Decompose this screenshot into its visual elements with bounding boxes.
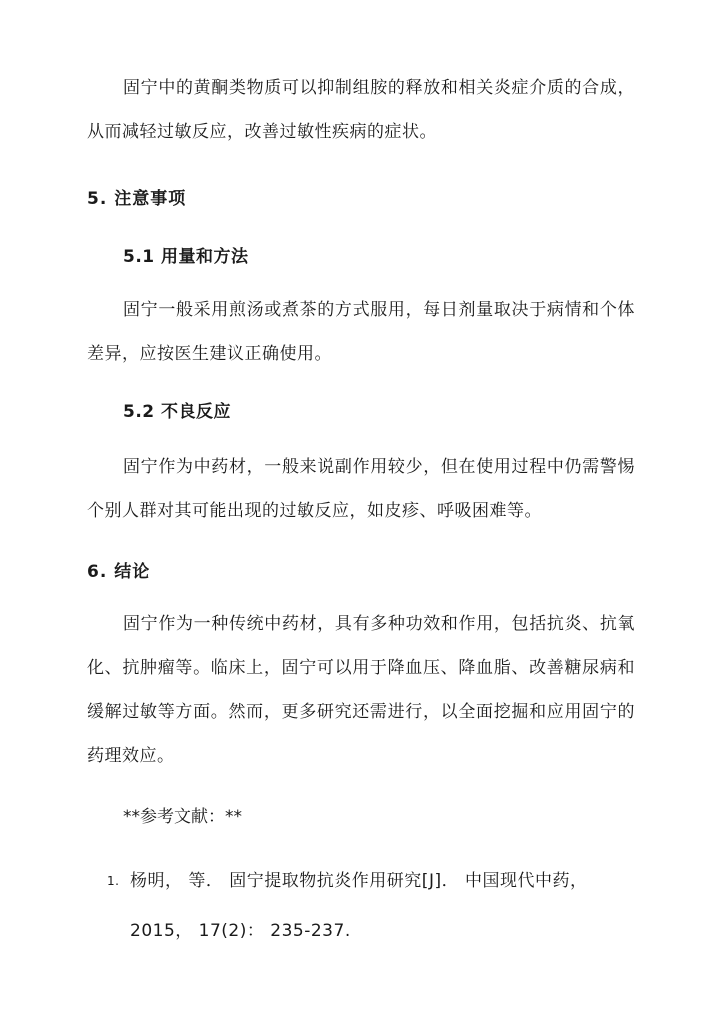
reference-list xyxy=(87,856,647,956)
section-heading-conclusion: 6. 结论 xyxy=(87,562,151,582)
reference-number: 1. xyxy=(107,874,120,888)
reference-text: 杨明， 等． 固宁提取物抗炎作用研究[J]． 中国现代中药， 2015， 17(2)： 235-237. xyxy=(130,871,588,941)
reference-item xyxy=(87,856,647,956)
subsection-heading-adverse-reactions: 5.2 不良反应 xyxy=(123,402,232,422)
paragraph-dosage: 固宁一般采用煎汤或煮茶的方式服用，每日剂量取决于病情和个体差异，应按医生建议正确使用。 xyxy=(87,300,635,364)
paragraph-conclusion: 固宁作为一种传统中药材，具有多种功效和作用，包括抗炎、抗氧化、抗肿瘤等。临床上，固宁可以用于降血压、降血脂、改善糖尿病和缓解过敏等方面。然而，更多研究还需进行，以全面挖掘和应用固宁的药理效应。 xyxy=(87,614,635,766)
paragraph-antiallergy: 固宁中的黄酮类物质可以抑制组胺的释放和相关炎症介质的合成，从而减轻过敏反应，改善过敏性疾病的症状。 xyxy=(87,78,635,142)
subsection-heading-dosage: 5.1 用量和方法 xyxy=(123,247,249,267)
paragraph-adverse-reactions: 固宁作为中药材，一般来说副作用较少，但在使用过程中仍需警惕个别人群对其可能出现的过敏反应，如皮疹、呼吸困难等。 xyxy=(87,457,635,521)
section-heading-precautions: 5. 注意事项 xyxy=(87,189,187,209)
references-title: **参考文献：** xyxy=(123,807,242,827)
